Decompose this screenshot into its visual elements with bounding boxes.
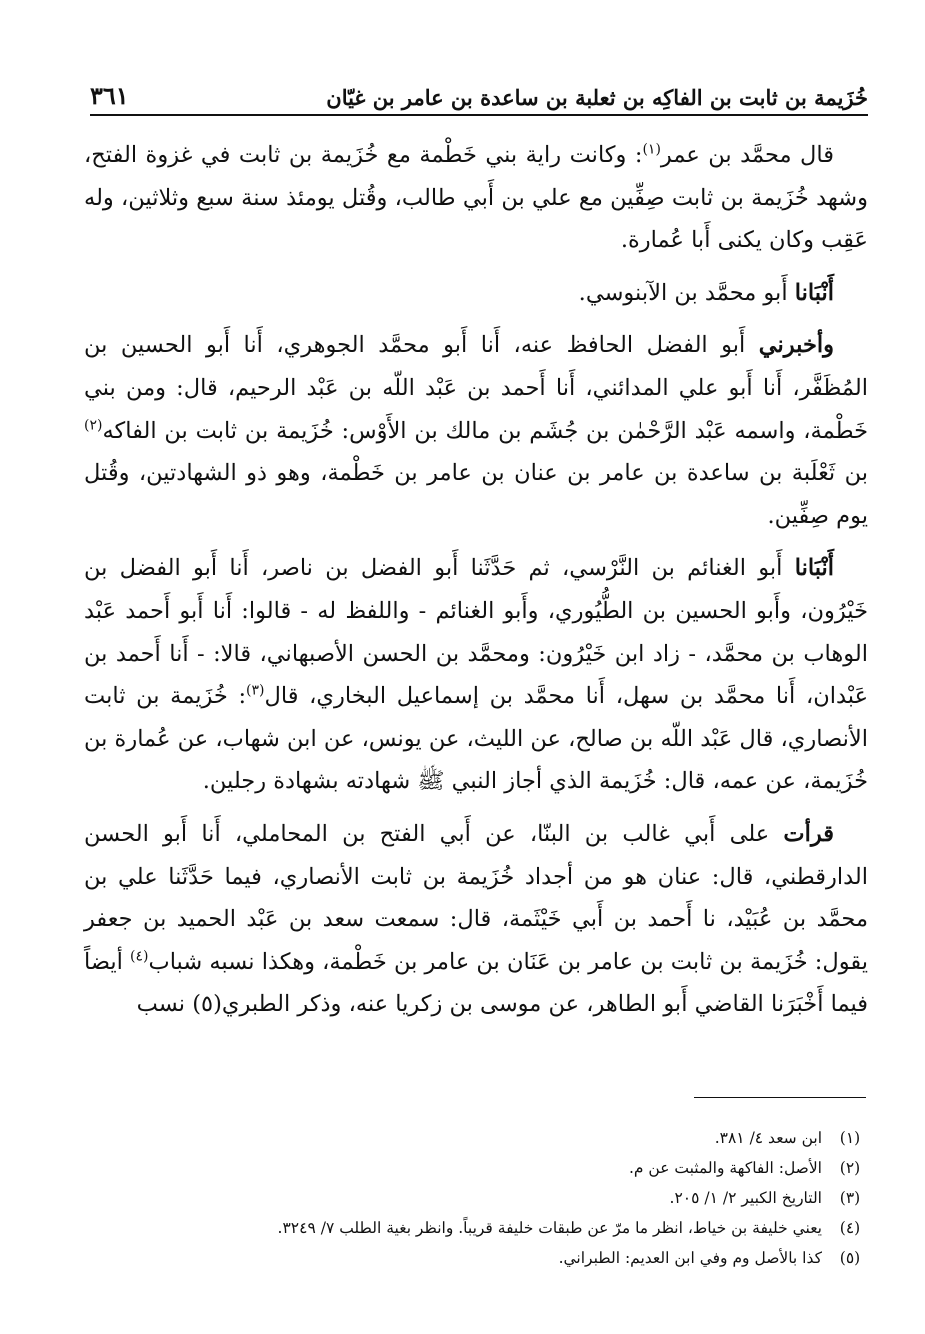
paragraph-tail: : خُزَيمة بن ثابت الأنصاري، قال عَبْد اللّه بن صالح، عن الليث، عن يونس، عن ابن شهاب، عن عُمارة بن خُزَيمة، عن عمه، قال: خُزَيمة الذي أجاز النبي ﷺ شهادته بشهادة رجلين.: [84, 683, 868, 795]
paragraph-3: [84, 324, 868, 537]
footnote-text: ابن سعد ٤/ ٣٨١.: [714, 1129, 822, 1147]
footnote-number: (٤): [839, 1219, 861, 1237]
footnotes: [120, 1123, 868, 1273]
paragraph-2: [84, 272, 868, 315]
paragraph-text: أَبو محمَّد بن الآبنوسي.: [578, 279, 795, 306]
paragraph-lead: أَنْبَانا: [794, 279, 834, 306]
paragraph-lead: وأخبرني: [758, 332, 834, 359]
paragraph-text: أَبو الفضل الحافظ عنه، أَنا أَبو محمَّد الجوهري، أَنا أَبو الحسين بن المُظَفَّر، أَنا أَبو علي المدائني، أَنا أَحمد بن عَبْد اللّه بن عَبْد الرحيم، قال: ومن بني خَطْمة، واسمه عَبْد الرَّحْمٰن بن جُشَم بن مالك بن الأَوْس: خُزَيمة بن ثابت بن الفاكه: [84, 332, 868, 444]
paragraph-1: [84, 134, 868, 262]
footnote-marker: (١): [642, 141, 661, 158]
paragraph-text: قال محمَّد بن عمر: [660, 142, 834, 168]
paragraph-text: على أَبي غالب بن البنّا، عن أَبي الفتح بن المحاملي، أَنا أَبو الحسن الدارقطني، قال: عنان هو من أجداد خُزَيمة بن ثابت الأنصاري، فيما حَدَّثَنا علي بن محمَّد بن عُبَيْد، نا أَحمد بن أَبي خَيْثَمة، قال: سمعت سعد بن عَبْد الحميد بن جعفر يقول: خُزَيمة بن ثابت بن عامر بن عَنَان بن عامر بن خَطْمة، وهكذا نسبه شباب: [84, 820, 868, 975]
footnote-text: كذا بالأصل وم وفي ابن العديم: الطبراني.: [558, 1249, 822, 1267]
paragraph-lead: قرأت: [783, 820, 834, 847]
paragraph-text: أَبو الغنائم بن النَّرْسي، ثم حَدَّثَنا أَبو الفضل بن ناصر، أَنا أَبو الفضل بن خَيْرُون، وأَبو الحسين بن الطُّيُوري، وأَبو الغنائم - واللفظ له - قالوا: أَنا أَبو أَحمد عَبْد الوهاب بن محمَّد، - زاد ابن خَيْرُون: ومحمَّد بن الحسن الأصبهاني، قالا: - أَنا أَحمد بن عَبْدان، أَنا محمَّد بن سهل، أَنا محمَّد بن إسماعيل البخاري، قال: [84, 555, 869, 710]
paragraph-lead: أَنْبَانا: [794, 555, 834, 582]
paragraph-tail: بن ثَعْلَبة بن ساعدة بن عامر بن عنان بن عامر بن خَطْمة، وهو ذو الشهادتين، وقُتل يوم صِفِّين.: [84, 460, 868, 529]
footnote-separator: [694, 1097, 866, 1098]
footnote: [120, 1153, 868, 1183]
footnote-number: (١): [839, 1129, 861, 1147]
footnote-number: (٢): [839, 1159, 861, 1177]
running-header: [90, 78, 868, 116]
header-title: خُزَيمة بن ثابت بن الفاكِه بن ثعلبة بن ساعدة بن عامر بن غيّان: [326, 85, 868, 110]
footnote-marker: (٢): [84, 417, 103, 434]
footnote-number: (٥): [839, 1249, 861, 1267]
footnote: [120, 1243, 868, 1273]
footnote-number: (٣): [839, 1189, 861, 1207]
paragraph-4: [84, 547, 868, 803]
page-number: ٣٦١: [90, 81, 129, 110]
footnote-text: التاريخ الكبير ٢/ ١/ ٢٠٥.: [669, 1189, 822, 1207]
footnote-marker: (٤): [130, 948, 149, 965]
footnote-text: يعني خليفة بن خياط، انظر ما مرّ عن طبقات خليفة قريباً. وانظر بغية الطلب ٧/ ٣٢٤٩.: [277, 1219, 822, 1237]
paragraph-tail: أيضاً فيما أَخْبَرَنا القاضي أَبو الطاهر، عن موسى بن زكريا عنه، وذكر الطبري(٥) نسب: [84, 948, 868, 1018]
footnote: [120, 1213, 868, 1243]
paragraph-5: [84, 813, 868, 1026]
body-text: [84, 134, 868, 1036]
footnote-text: الأصل: الفاكهة والمثبت عن م.: [628, 1159, 822, 1177]
footnote: [120, 1123, 868, 1153]
footnote-marker: (٣): [246, 682, 265, 699]
footnote: [120, 1183, 868, 1213]
paragraph-tail: : وكانت راية بني خَطْمة مع خُزَيمة بن ثابت في غزوة الفتح، وشهد خُزَيمة بن ثابت صِفِّين مع علي بن أَبي طالب، وقُتل يومئذ سنة سبع وثلاثين، وله عَقِب وكان يكنى أَبا عُمارة.: [84, 142, 868, 254]
